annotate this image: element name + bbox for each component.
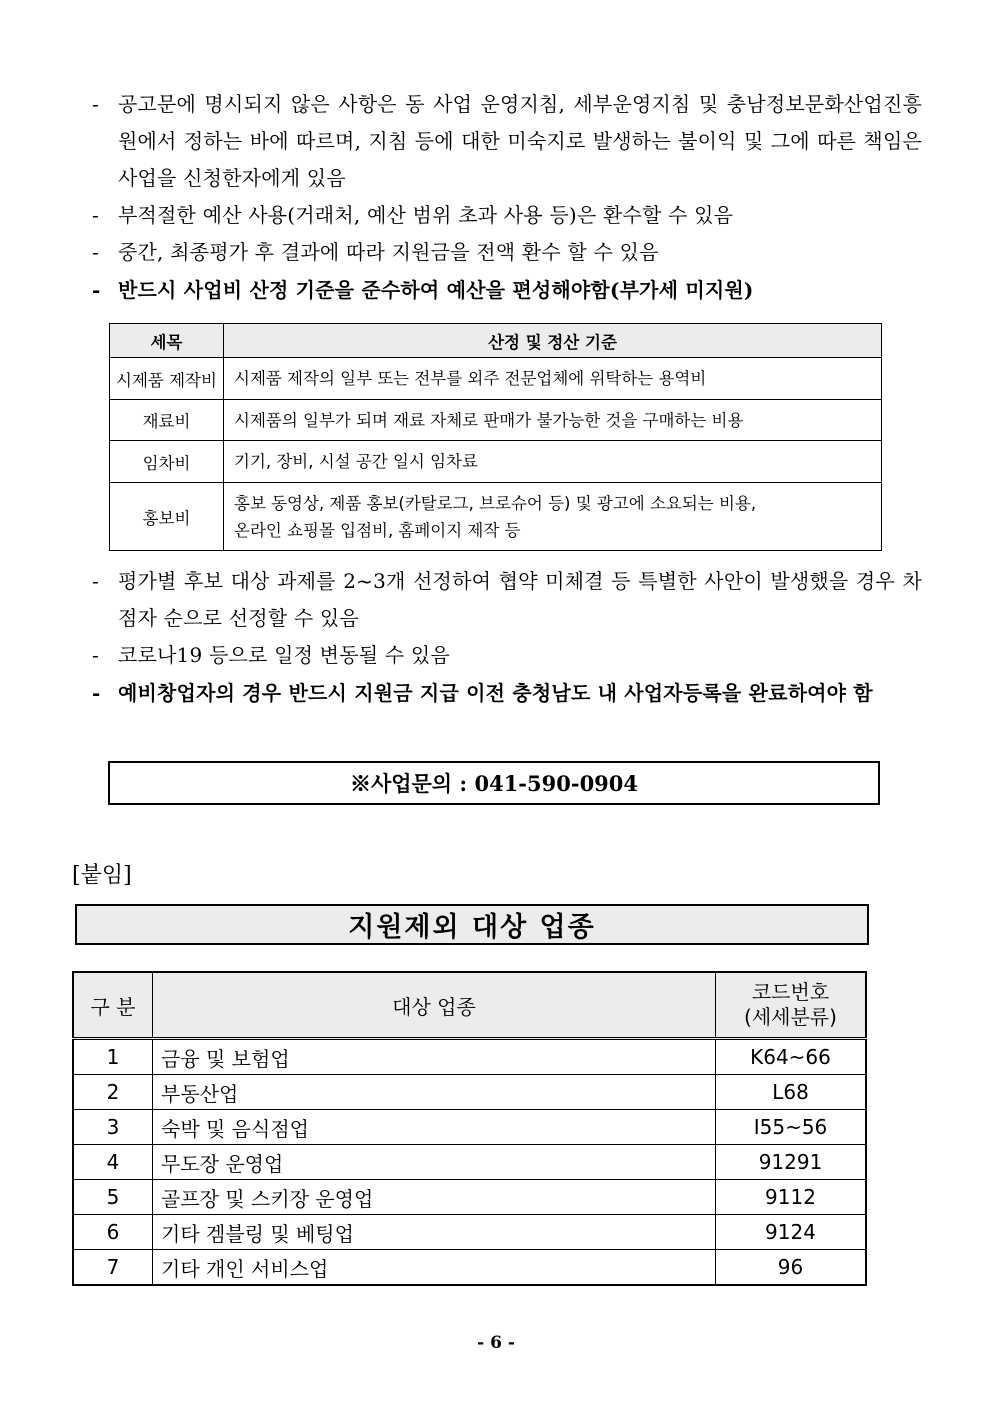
section-title-text: 지원제외 대상 업종 [348,912,596,943]
row-code: K64~66 [716,1039,867,1075]
category-cell: 홍보비 [110,483,224,551]
row-no: 7 [73,1250,153,1286]
row-code: L68 [716,1075,867,1110]
criteria-cell: 기기, 장비, 시설 공간 일시 임차료 [224,441,882,483]
bullet-dash: - [92,278,101,302]
section-title [75,904,869,945]
header-criteria: 산정 및 정산 기준 [224,324,882,358]
bullet-dash: - [92,92,99,116]
row-code: I55~56 [716,1110,867,1145]
criteria-cell: 시제품의 일부가 되며 재료 자체로 판매가 불가능한 것을 구매하는 비용 [224,400,882,441]
table-header-row [73,972,866,1039]
criteria-cell: 시제품 제작의 일부 또는 전부를 외주 전문업체에 위탁하는 용역비 [224,358,882,400]
row-industry: 금융 및 보험업 [153,1039,716,1075]
bullet-text: 예비창업자의 경우 반드시 지원금 지급 이전 충청남도 내 사업자등록을 완료하여야 함 [118,681,873,705]
table-row [73,1110,866,1145]
bullet-dash: - [92,203,99,227]
bullet-dash: - [92,681,101,705]
bullet-text: 반드시 사업비 산정 기준을 준수하여 예산을 편성해야함(부가세 미지원) [118,278,754,302]
table-row [110,441,882,483]
row-no: 2 [73,1075,153,1110]
row-no: 4 [73,1145,153,1180]
criteria-cell [224,483,882,551]
bullet-dash: - [92,240,99,264]
table-row [73,1180,866,1215]
attachment-label: [붙임] [72,863,132,888]
header-code-line: 코드번호 [751,980,830,1004]
header-industry: 대상 업종 [153,972,716,1039]
table-row [73,1215,866,1250]
page-number: - 6 - [477,1333,515,1353]
category-cell: 시제품 제작비 [110,358,224,400]
excluded-industries-table [72,971,867,1286]
row-industry: 기타 개인 서비스업 [153,1250,716,1286]
row-no: 6 [73,1215,153,1250]
table-header-row [110,324,882,358]
criteria-line: 홍보 동영상, 제품 홍보(카탈로그, 브로슈어 등) 및 광고에 소요되는 비용, [234,493,757,513]
category-cell: 임차비 [110,441,224,483]
bullet-item [92,637,922,674]
bullet-item [92,234,922,271]
row-code: 96 [716,1250,867,1286]
header-no: 구 분 [73,972,153,1039]
header-code-line: (세세분류) [744,1005,837,1029]
header-category: 세목 [110,324,224,358]
criteria-line: 온라인 쇼핑몰 입점비, 홈페이지 제작 등 [234,520,521,540]
table-row [73,1075,866,1110]
header-code [716,972,867,1039]
table-row [110,483,882,551]
row-code: 91291 [716,1145,867,1180]
bullet-item [92,563,922,637]
row-code: 9112 [716,1180,867,1215]
bullet-text: 부적절한 예산 사용(거래처, 예산 범위 초과 사용 등)은 환수할 수 있음 [118,203,734,227]
bullet-text: 공고문에 명시되지 않은 사항은 동 사업 운영지침, 세부운영지침 및 충남정보문화산업진흥원에서 정하는 바에 따르며, 지침 등에 대한 미숙지로 발생하는 불이익 및 그에 따른 책임은 사업을 신청한자에게 있음 [118,92,922,190]
bullet-item [92,86,922,197]
row-industry: 숙박 및 음식점업 [153,1110,716,1145]
bullet-text: 중간, 최종평가 후 결과에 따라 지원금을 전액 환수 할 수 있음 [118,240,659,264]
table-row [110,400,882,441]
bullet-item-emphasis [92,272,922,309]
budget-criteria-table [109,323,882,551]
row-no: 1 [73,1039,153,1075]
contact-text: ※사업문의 : 041-590-0904 [349,771,639,796]
row-industry: 기타 겜블링 및 베팅업 [153,1215,716,1250]
row-industry: 무도장 운영업 [153,1145,716,1180]
bullet-dash: - [92,569,99,593]
bullet-text: 코로나19 등으로 일정 변동될 수 있음 [118,643,450,667]
bullet-text: 평가별 후보 대상 과제를 2~3개 선정하여 협약 미체결 등 특별한 사안이 발생했을 경우 차점자 순으로 선정할 수 있음 [118,569,922,630]
bullet-dash: - [92,643,99,667]
row-no: 5 [73,1180,153,1215]
row-code: 9124 [716,1215,867,1250]
contact-box [108,761,880,805]
bullet-item-emphasis [92,675,922,712]
bullet-item [92,197,922,234]
row-industry: 부동산업 [153,1075,716,1110]
row-no: 3 [73,1110,153,1145]
table-row [73,1039,866,1075]
category-cell: 재료비 [110,400,224,441]
table-row [73,1250,866,1286]
table-row [73,1145,866,1180]
table-row [110,358,882,400]
row-industry: 골프장 및 스키장 운영업 [153,1180,716,1215]
